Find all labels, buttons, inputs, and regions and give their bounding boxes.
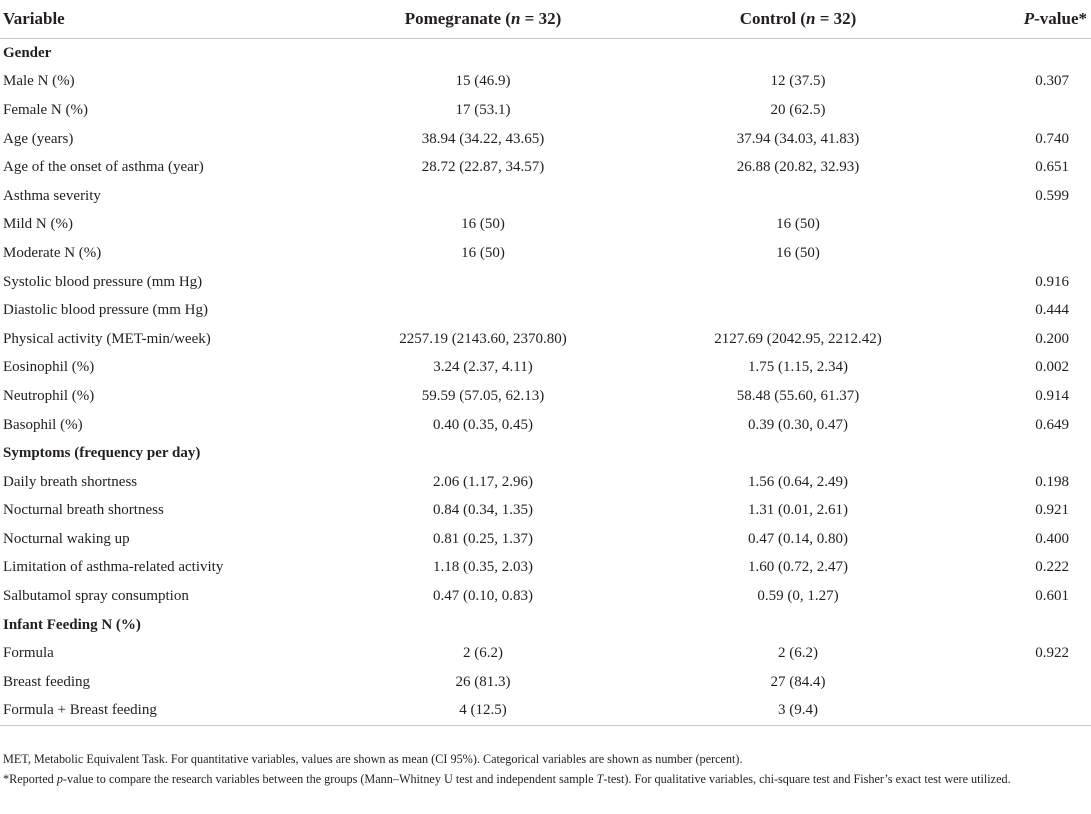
cell-variable: Asthma severity	[3, 187, 101, 204]
cell-pvalue: 0.601	[1035, 588, 1069, 605]
table-section-row	[0, 39, 1091, 68]
table-row	[0, 525, 1091, 554]
table-row	[0, 468, 1091, 497]
cell-control	[633, 296, 963, 325]
cell-control: 16 (50)	[776, 244, 820, 261]
table-row	[0, 382, 1091, 411]
cell-pomegranate: 0.81 (0.25, 1.37)	[433, 530, 533, 547]
cell-pvalue: 0.002	[1035, 359, 1069, 376]
cell-pvalue	[963, 96, 1091, 125]
table-row	[0, 153, 1091, 182]
cell-control: 1.56 (0.64, 2.49)	[748, 473, 848, 490]
header-pomegranate-n: n	[510, 9, 521, 28]
table-row	[0, 411, 1091, 440]
header-pvalue-suffix: -value*	[1034, 9, 1087, 28]
cell-pomegranate: 2.06 (1.17, 2.96)	[433, 473, 533, 490]
cell-control: 1.75 (1.15, 2.34)	[748, 359, 848, 376]
cell-pvalue: 0.921	[1035, 502, 1069, 519]
table-row	[0, 668, 1091, 697]
cell-pomegranate	[333, 39, 633, 68]
table-row	[0, 639, 1091, 668]
table-row	[0, 697, 1091, 726]
cell-pvalue	[963, 39, 1091, 68]
footnote-pvalue-p: p	[56, 772, 63, 786]
cell-pvalue: 0.599	[1035, 187, 1069, 204]
footnote-pvalue-c: -test). For qualitative variables, chi-square test and Fisher’s exact test were utilized.	[603, 772, 1011, 786]
cell-pomegranate: 2 (6.2)	[463, 645, 503, 662]
cell-pomegranate	[333, 268, 633, 297]
cell-pomegranate	[333, 296, 633, 325]
cell-variable: Diastolic blood pressure (mm Hg)	[3, 302, 208, 319]
cell-pomegranate: 38.94 (34.22, 43.65)	[421, 130, 545, 147]
header-pomegranate	[333, 0, 633, 39]
cell-pvalue: 0.651	[1035, 159, 1069, 176]
cell-control: 0.39 (0.30, 0.47)	[748, 416, 848, 433]
cell-control: 2127.69 (2042.95, 2212.42)	[714, 330, 882, 347]
table-row	[0, 125, 1091, 154]
cell-pvalue: 0.222	[1035, 559, 1069, 576]
cell-variable: Male N (%)	[3, 73, 75, 90]
cell-control: 2 (6.2)	[778, 645, 818, 662]
cell-pvalue	[963, 211, 1091, 240]
header-pomegranate-prefix: Pomegranate (	[404, 9, 511, 28]
cell-control: 1.60 (0.72, 2.47)	[748, 559, 848, 576]
header-pvalue	[963, 0, 1091, 39]
footnote-pvalue-a: *Reported	[3, 772, 57, 786]
cell-variable: Formula + Breast feeding	[0, 697, 333, 726]
cell-variable: Mild N (%)	[3, 216, 73, 233]
cell-control: 58.48 (55.60, 61.37)	[736, 387, 860, 404]
cell-variable: Gender	[3, 44, 52, 61]
cell-control: 16 (50)	[776, 216, 820, 233]
table-row	[0, 325, 1091, 354]
cell-variable: Age (years)	[3, 130, 74, 147]
cell-pomegranate: 59.59 (57.05, 62.13)	[421, 387, 545, 404]
table-row	[0, 239, 1091, 268]
table-header-row	[0, 0, 1091, 39]
cell-pvalue: 0.649	[1035, 416, 1069, 433]
cell-variable: Formula	[3, 645, 54, 662]
footnote-pvalue-t: T	[596, 772, 604, 786]
cell-pvalue: 0.914	[1035, 387, 1069, 404]
header-pvalue-p: P	[1023, 9, 1035, 28]
cell-pomegranate	[333, 182, 633, 211]
cell-pomegranate: 0.40 (0.35, 0.45)	[433, 416, 533, 433]
cell-variable: Breast feeding	[3, 673, 91, 690]
header-variable: Variable	[0, 0, 333, 39]
table-row	[0, 497, 1091, 526]
cell-variable: Systolic blood pressure (mm Hg)	[3, 273, 203, 290]
cell-variable: Infant Feeding N (%)	[3, 616, 141, 633]
table-section-row	[0, 439, 1091, 468]
cell-pomegranate: 2257.19 (2143.60, 2370.80)	[399, 330, 567, 347]
table-row	[0, 354, 1091, 383]
cell-control: 37.94 (34.03, 41.83)	[736, 130, 860, 147]
table-row	[0, 268, 1091, 297]
cell-pomegranate	[333, 611, 633, 640]
header-control-n: n	[805, 9, 816, 28]
cell-control: 26.88 (20.82, 32.93)	[736, 159, 860, 176]
cell-pomegranate: 0.84 (0.34, 1.35)	[433, 502, 533, 519]
cell-control	[633, 439, 963, 468]
cell-variable: Eosinophil (%)	[3, 359, 95, 376]
footnote-abbreviations: MET, Metabolic Equivalent Task. For quantitative variables, values are shown as mean (CI 95%). Categorical variables are shown as number (percent).	[3, 752, 743, 766]
header-control-suffix: = 32)	[815, 9, 857, 28]
cell-pvalue: 0.400	[1035, 530, 1069, 547]
cell-control: 20 (62.5)	[770, 101, 826, 118]
cell-pvalue: 0.307	[1035, 73, 1069, 90]
header-pomegranate-suffix: = 32)	[520, 9, 562, 28]
cell-pvalue	[963, 668, 1091, 697]
cell-control: 3 (9.4)	[633, 697, 963, 726]
cell-variable: Nocturnal breath shortness	[3, 502, 164, 519]
cell-variable: Female N (%)	[3, 101, 88, 118]
table-body	[0, 39, 1091, 726]
cell-pvalue: 0.922	[1035, 645, 1069, 662]
table-row	[0, 582, 1091, 611]
table-row	[0, 96, 1091, 125]
cell-pomegranate: 0.47 (0.10, 0.83)	[433, 588, 533, 605]
cell-pomegranate: 4 (12.5)	[333, 697, 633, 726]
footnote-pvalue	[3, 770, 1085, 788]
cell-pvalue: 0.198	[1035, 473, 1069, 490]
cell-variable: Moderate N (%)	[3, 244, 102, 261]
cell-variable: Limitation of asthma-related activity	[3, 559, 224, 576]
header-control-prefix: Control (	[739, 9, 806, 28]
cell-pvalue: 0.916	[1035, 273, 1069, 290]
cell-control	[633, 611, 963, 640]
cell-pvalue: 0.444	[1035, 302, 1069, 319]
table-row	[0, 296, 1091, 325]
cell-control: 0.59 (0, 1.27)	[757, 588, 839, 605]
cell-variable: Neutrophil (%)	[3, 387, 95, 404]
cell-pomegranate: 1.18 (0.35, 2.03)	[433, 559, 533, 576]
table-row	[0, 211, 1091, 240]
cell-pomegranate: 16 (50)	[461, 244, 505, 261]
cell-pomegranate: 17 (53.1)	[455, 101, 511, 118]
cell-pvalue	[963, 611, 1091, 640]
cell-variable: Physical activity (MET-min/week)	[3, 330, 211, 347]
cell-control	[633, 268, 963, 297]
cell-pomegranate: 26 (81.3)	[455, 673, 511, 690]
table-row	[0, 182, 1091, 211]
cell-pomegranate: 16 (50)	[461, 216, 505, 233]
cell-pomegranate: 28.72 (22.87, 34.57)	[421, 159, 545, 176]
cell-pvalue: 0.200	[1035, 330, 1069, 347]
table-row	[0, 554, 1091, 583]
cell-variable: Daily breath shortness	[3, 473, 138, 490]
cell-control	[633, 39, 963, 68]
cell-pomegranate: 15 (46.9)	[455, 73, 511, 90]
table-row	[0, 68, 1091, 97]
cell-variable: Nocturnal waking up	[3, 530, 130, 547]
cell-variable: Age of the onset of asthma (year)	[3, 159, 204, 176]
cell-pvalue	[963, 697, 1091, 726]
cell-variable: Basophil (%)	[3, 416, 83, 433]
cell-variable: Symptoms (frequency per day)	[3, 445, 201, 462]
cell-control: 12 (37.5)	[770, 73, 826, 90]
cell-variable: Salbutamol spray consumption	[3, 588, 189, 605]
cell-pomegranate: 3.24 (2.37, 4.11)	[433, 359, 533, 376]
table-footnotes	[3, 750, 1085, 788]
cell-control: 1.31 (0.01, 2.61)	[748, 502, 848, 519]
table-section-row	[0, 611, 1091, 640]
footnote-pvalue-b: -value to compare the research variables between the groups (Mann–Whitney U test and independent sample	[62, 772, 597, 786]
cell-pvalue	[963, 239, 1091, 268]
cell-control	[633, 182, 963, 211]
cell-pvalue	[963, 439, 1091, 468]
cell-control: 27 (84.4)	[770, 673, 826, 690]
header-control	[633, 0, 963, 39]
cell-pvalue: 0.740	[1035, 130, 1069, 147]
cell-control: 0.47 (0.14, 0.80)	[748, 530, 848, 547]
cell-pomegranate	[333, 439, 633, 468]
